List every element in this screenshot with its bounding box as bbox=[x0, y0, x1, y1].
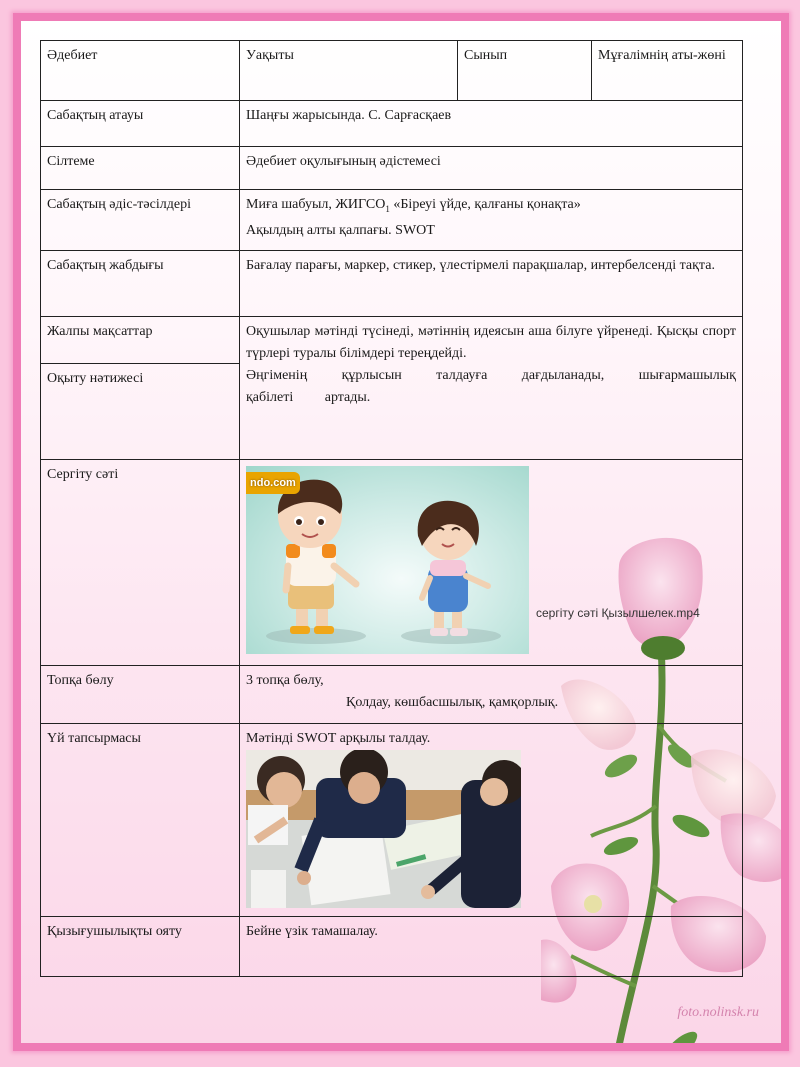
goals-paragraph: Оқушылар мәтінді түсінеді, мәтіннің идеясын аша білуге үйренеді. Қысқы спорт түрлері туралы білімдері тереңдейді. bbox=[246, 323, 736, 361]
dancing-kids-video-thumbnail[interactable] bbox=[246, 466, 529, 654]
grouping-line2: Қолдау, көшбасшылық, қамқорлық. bbox=[346, 694, 559, 710]
row-label: Қызығушылықты ояту bbox=[41, 916, 240, 976]
table-row-equipment bbox=[41, 250, 743, 316]
row-label: Сабақтың жабдығы bbox=[41, 250, 240, 316]
methods-value bbox=[240, 190, 743, 251]
methods-line2: Ақылдың алты қалпағы. SWOT bbox=[246, 222, 435, 238]
subject-cell: Әдебиет bbox=[41, 41, 240, 101]
row-label: Сергіту сәті bbox=[41, 459, 240, 665]
equipment-value: Бағалау парағы, маркер, стикер, үлестірмелі парақшалар, интербелсенді тақта. bbox=[240, 250, 743, 316]
table-row-lesson-title bbox=[41, 101, 743, 147]
table-row-motivation bbox=[41, 916, 743, 976]
methods-line1-b: «Біреуі үйде, қалғаны қонақта» bbox=[389, 197, 581, 212]
row-label: Сабақтың атауы bbox=[41, 101, 240, 147]
grouping-line1: 3 топқа бөлу, bbox=[246, 672, 324, 688]
video-logo: ndo.com bbox=[246, 472, 300, 494]
homework-value bbox=[240, 723, 743, 916]
lesson-plan-table bbox=[40, 40, 743, 977]
table-row-reference bbox=[41, 147, 743, 190]
methods-subscript: 1 bbox=[385, 203, 390, 214]
row-label: Оқыту нәтижесі bbox=[41, 363, 240, 459]
class-cell: Сынып bbox=[458, 41, 592, 101]
cartoon-kids-illustration bbox=[246, 466, 529, 654]
row-label: Жалпы мақсаттар bbox=[41, 316, 240, 363]
video-file-name[interactable]: сергiту сәтi Қызылшелек.mp4 bbox=[536, 605, 700, 620]
students-working-photo bbox=[246, 750, 521, 908]
time-cell: Уақыты bbox=[240, 41, 458, 101]
table-row-header bbox=[41, 41, 743, 101]
warmup-media bbox=[246, 466, 736, 654]
grouping-value bbox=[240, 665, 743, 723]
homework-text: Мәтінді SWOT арқылы талдау. bbox=[246, 730, 431, 746]
goals-outcomes-value bbox=[240, 316, 743, 459]
row-label: Үй тапсырмасы bbox=[41, 723, 240, 916]
reference-value: Әдебиет оқулығының әдістемесі bbox=[240, 147, 743, 190]
table-row-goals bbox=[41, 316, 743, 363]
students-photo-illustration bbox=[246, 750, 521, 908]
table-row-grouping bbox=[41, 665, 743, 723]
table-row-warmup bbox=[41, 459, 743, 665]
outcomes-paragraph: Әңгіменің құрлысын талдауға дағдыланады, шығармашылық қабілеті артады. bbox=[246, 367, 736, 405]
warmup-value bbox=[240, 459, 743, 665]
table-row-methods bbox=[41, 190, 743, 251]
lesson-title-value: Шаңғы жарысында. С. Сарғасқаев bbox=[240, 101, 743, 147]
row-label: Сабақтың әдіс-тәсілдері bbox=[41, 190, 240, 251]
row-label: Топқа бөлу bbox=[41, 665, 240, 723]
teacher-cell: Мұғалімнің аты-жөні bbox=[592, 41, 743, 101]
motivation-value: Бейне үзік тамашалау. bbox=[240, 916, 743, 976]
table-row-homework bbox=[41, 723, 743, 916]
row-label: Сілтеме bbox=[41, 147, 240, 190]
watermark: foto.nolinsk.ru bbox=[677, 1005, 759, 1020]
methods-line1-a: Миға шабуыл, ЖИГСО bbox=[246, 197, 386, 212]
